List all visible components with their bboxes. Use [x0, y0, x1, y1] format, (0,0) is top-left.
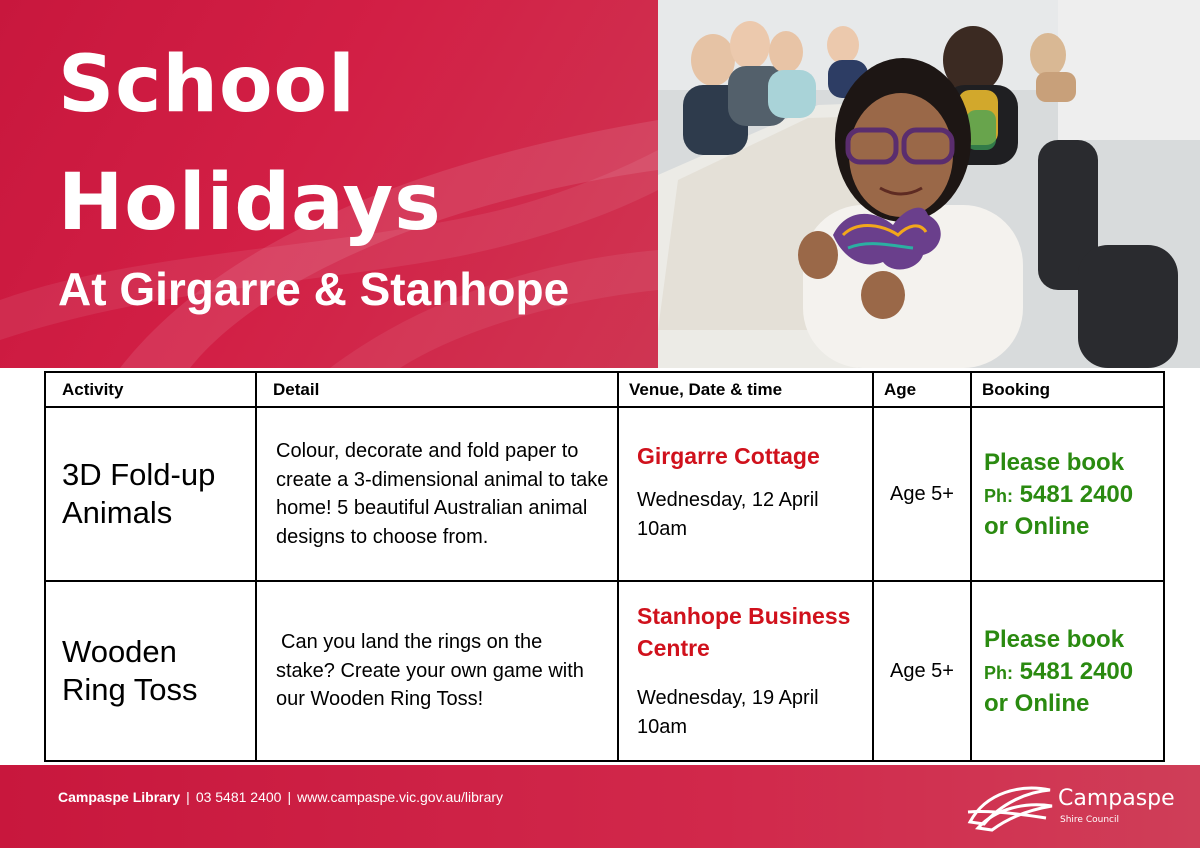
booking-online-link[interactable]: or Online — [984, 512, 1090, 540]
booking-phone[interactable]: 5481 2400 — [1019, 657, 1134, 685]
campaspe-swoosh-icon — [966, 782, 1056, 834]
column-header-detail: Detail — [256, 372, 618, 407]
page-subtitle: At Girgarre & Stanhope — [58, 263, 570, 315]
campaspe-logo — [966, 782, 1175, 834]
table-row — [45, 581, 1164, 761]
column-header-booking: Booking — [971, 372, 1164, 407]
venue-cell — [618, 581, 873, 761]
column-header-age: Age — [873, 372, 971, 407]
table-row — [45, 407, 1164, 581]
column-header-activity: Activity — [45, 372, 256, 407]
activity-detail: Colour, decorate and fold paper to create a 3-dimensional animal to take home! 5 beautiful Australian animal designs to choose from. — [276, 440, 609, 548]
activity-name: 3D Fold-up Animals — [62, 457, 216, 530]
phone-label: Ph: — [984, 662, 1013, 683]
header-photo — [658, 0, 1200, 368]
booking-phone-line — [984, 479, 1163, 512]
booking-prompt: Please book — [984, 448, 1125, 476]
event-datetime: Wednesday, 12 April 10am — [637, 489, 819, 540]
footer-url-link[interactable]: www.campaspe.vic.gov.au/library — [297, 789, 504, 805]
activity-cell — [45, 407, 256, 581]
booking-cell — [971, 581, 1164, 761]
activity-cell — [45, 581, 256, 761]
venue-name: Stanhope Business Centre — [637, 603, 851, 661]
logo-name: Campaspe — [1058, 786, 1175, 811]
detail-cell — [256, 407, 618, 581]
detail-cell — [256, 581, 618, 761]
column-header-venue: Venue, Date & time — [618, 372, 873, 407]
activity-detail: Can you land the rings on the stake? Create your own game with our Wooden Ring Toss! — [276, 631, 584, 711]
page-title-line2: Holidays — [58, 158, 442, 248]
venue-name: Girgarre Cottage — [637, 443, 820, 469]
page-title-line1: School — [58, 40, 356, 130]
booking-phone-line — [984, 656, 1163, 689]
age-cell: Age 5+ — [873, 581, 971, 761]
footer-phone[interactable]: 03 5481 2400 — [195, 789, 282, 805]
activity-name: Wooden Ring Toss — [62, 634, 198, 707]
venue-cell — [618, 407, 873, 581]
footer-org-name: Campaspe Library — [58, 789, 181, 805]
table-header-row — [45, 372, 1164, 407]
booking-prompt: Please book — [984, 625, 1125, 653]
footer — [0, 765, 1200, 848]
footer-separator: | — [186, 789, 190, 805]
events-table — [44, 371, 1165, 762]
booking-cell — [971, 407, 1164, 581]
logo-subtitle: Shire Council — [1060, 815, 1119, 825]
age-cell: Age 5+ — [873, 407, 971, 581]
photo-children-crafting-icon — [658, 0, 1200, 368]
phone-label: Ph: — [984, 485, 1013, 506]
booking-online-link[interactable]: or Online — [984, 689, 1090, 717]
booking-phone[interactable]: 5481 2400 — [1019, 480, 1134, 508]
footer-contact — [58, 789, 503, 805]
footer-separator: | — [287, 789, 292, 805]
event-datetime: Wednesday, 19 April 10am — [637, 687, 819, 738]
header-banner — [0, 0, 658, 368]
